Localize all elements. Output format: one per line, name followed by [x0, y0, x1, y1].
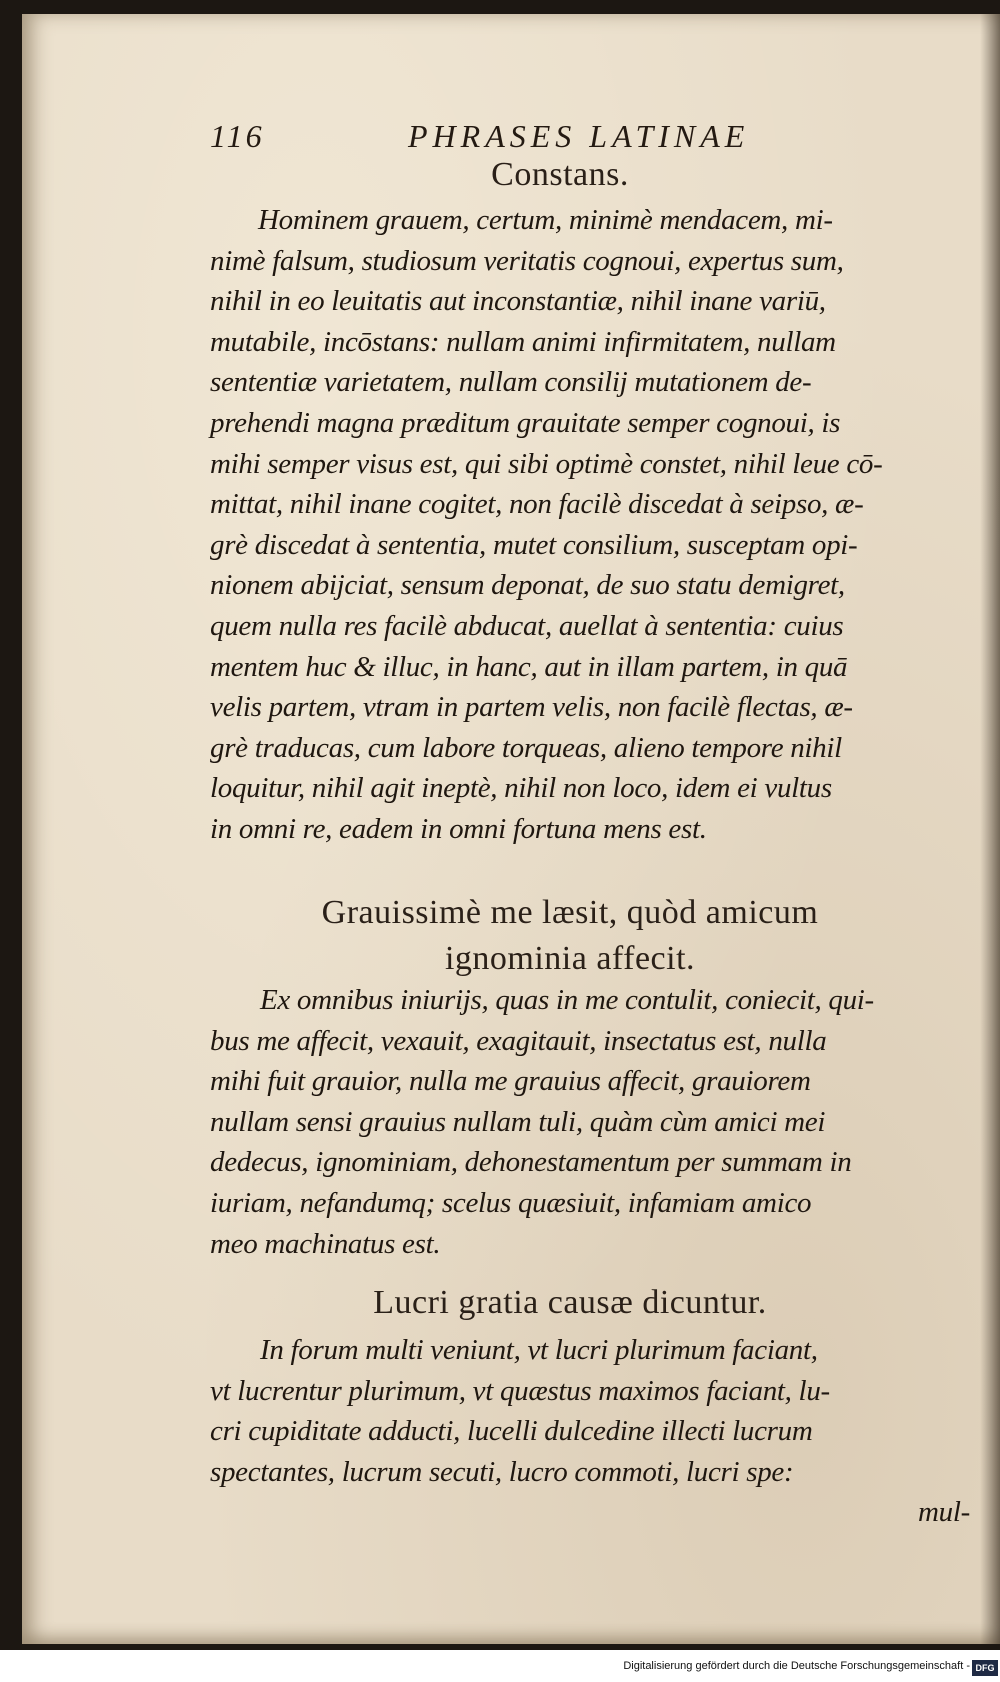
text-line: mihi fuit grauior, nulla me grauius affecit, grauiorem — [210, 1065, 811, 1098]
text-line: loquitur, nihil agit ineptè, nihil non loco, idem ei vultus — [210, 772, 832, 805]
page-edge-shadow — [980, 14, 1000, 1644]
text-line: nullam sensi grauius nullam tuli, quàm cùm amici mei — [210, 1105, 826, 1138]
section-heading-grauissime — [250, 890, 890, 982]
running-title: PHRASES LATINAE — [408, 118, 750, 154]
text-line: in omni re, eadem in omni fortuna mens est. — [210, 812, 707, 845]
text-line: mentem huc & illuc, in hanc, aut in illam partem, in quā — [210, 650, 848, 683]
text-line: nihil in eo leuitatis aut inconstantiæ, nihil inane variū, — [210, 285, 826, 318]
text-line: nimè falsum, studiosum veritatis cognoui, expertus sum, — [210, 244, 844, 277]
text-line: meo machinatus est. — [210, 1227, 441, 1260]
text-line: mihi semper visus est, qui sibi optimè constet, nihil leue cō- — [210, 447, 883, 480]
digitization-credit: Digitalisierung gefördert durch die Deutsche Forschungsgemeinschaft - — [623, 1660, 970, 1672]
text-line: sententiæ varietatem, nullam consilij mutationem de- — [210, 366, 812, 399]
text-line: quem nulla res facilè abducat, auellat à sententia: cuius — [210, 609, 844, 642]
text-line: Hominem grauem, certum, minimè mendacem, mi- — [258, 204, 833, 236]
section-body-constans — [210, 200, 980, 850]
section-heading-lucri — [300, 1280, 840, 1326]
text-line: grè traducas, cum labore torqueas, alieno tempore nihil — [210, 731, 842, 764]
heading-line: Grauissimè me læsit, quòd amicum — [321, 894, 819, 931]
text-line: spectantes, lucrum secuti, lucro commoti, lucri spe: — [210, 1455, 794, 1488]
text-line: mutabile, incōstans: nullam animi infirmitatem, nullam — [210, 325, 836, 358]
dfg-logo: DFG — [972, 1660, 998, 1676]
text-line: mittat, nihil inane cogitet, non facilè discedat à seipso, æ- — [210, 488, 864, 521]
text-line: bus me affecit, vexauit, exagitauit, insectatus est, nulla — [210, 1024, 827, 1057]
section-heading-constans — [360, 152, 760, 198]
text-line: velis partem, vtram in partem velis, non facilè flectas, æ- — [210, 691, 853, 724]
heading-line: ignominia affecit. — [444, 940, 696, 977]
text-line: vt lucrentur plurimum, vt quæstus maximos faciant, lu- — [210, 1374, 830, 1407]
heading-line: Constans. — [491, 156, 629, 193]
text-line: prehendi magna præditum grauitate semper cognoui, is — [210, 406, 841, 439]
text-line: Ex omnibus iniurijs, quas in me contulit, coniecit, qui- — [260, 984, 874, 1016]
section-body-lucri — [210, 1330, 980, 1533]
text-line: nionem abijciat, sensum deponat, de suo statu demigret, — [210, 569, 845, 602]
text-line: grè discedat à sententia, mutet consilium, susceptam opi- — [210, 528, 858, 561]
section-body-grauissime — [210, 980, 980, 1264]
heading-line: Lucri gratia causæ dicuntur. — [373, 1284, 767, 1321]
catchword: mul- — [918, 1496, 970, 1529]
text-line: In forum multi veniunt, vt lucri plurimum faciant, — [260, 1334, 818, 1366]
text-line: iuriam, nefandumq; scelus quæsiuit, infamiam amico — [210, 1186, 812, 1219]
text-line: cri cupiditate adducti, lucelli dulcedine illecti lucrum — [210, 1415, 813, 1448]
page-number: 116 — [210, 118, 265, 154]
text-line: dedecus, ignominiam, dehonestamentum per summam in — [210, 1146, 852, 1179]
